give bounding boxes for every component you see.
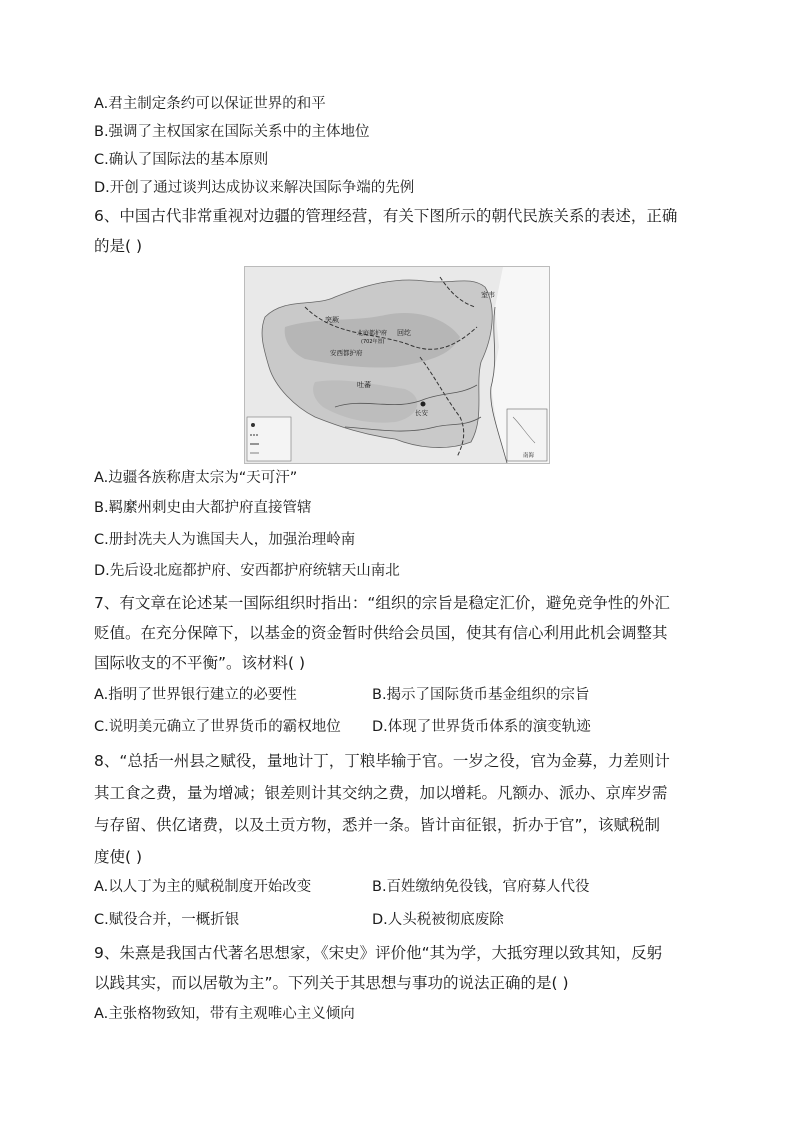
map-label-beiting-year: (702年置)	[361, 339, 385, 345]
map-label-tujue: 突厥	[325, 316, 339, 324]
q7-stem-line-3: 国际收支的不平衡”。该材料( )	[94, 654, 306, 672]
q5-option-c: C.确认了国际法的基本原则	[94, 152, 269, 168]
q9-option-a: A.主张格物致知，带有主观唯心主义倾向	[94, 1006, 355, 1022]
q9-stem-line-2: 以践其实，而以居敬为主”。下列关于其思想与事功的说法正确的是( )	[94, 974, 569, 992]
q7-stem-line-1: 7、有文章在论述某一国际组织时指出：“组织的宗旨是稳定汇价，避免竞争性的外汇	[94, 594, 670, 612]
q8-option-d: D.人头税被彻底废除	[372, 912, 504, 928]
q6-option-b: B.羁縻州刺史由大都护府直接管辖	[94, 500, 312, 516]
q7-option-a: A.指明了世界银行建立的必要性	[94, 687, 297, 703]
q6-stem-line-2: 的是( )	[94, 237, 143, 255]
q7-option-c: C.说明美元确立了世界货币的霸权地位	[94, 719, 341, 735]
map-label-shiwei: 室韦	[481, 291, 495, 299]
map-label-huihe: 回纥	[397, 329, 411, 337]
q8-option-b: B.百姓缴纳免役钱，官府募人代役	[372, 879, 590, 895]
q5-option-a: A.君主制定条约可以保证世界的和平	[94, 96, 326, 112]
q8-option-a: A.以人丁为主的赋税制度开始改变	[94, 879, 312, 895]
q7-stem-line-2: 贬值。在充分保障下，以基金的资金暂时供给会员国，使其有信心利用此机会调整其	[94, 624, 668, 642]
map-label-anxi: 安西都护府	[330, 349, 363, 357]
q5-option-d: D.开创了通过谈判达成协议来解决国际争端的先例	[94, 180, 415, 196]
q7-options-row-2	[94, 717, 714, 737]
q6-stem-line-1: 6、中国古代非常重视对边疆的管理经营，有关下图所示的朝代民族关系的表述，正确	[94, 207, 678, 225]
q8-options-row-2	[94, 910, 714, 930]
map-label-nanhai: 南海	[523, 453, 535, 459]
q7-options-row-1	[94, 685, 714, 705]
map-label-beiting: 北庭都护府	[357, 330, 388, 337]
q6-option-d: D.先后设北庭都护府、安西都护府统辖天山南北	[94, 563, 400, 579]
q8-stem-line-3: 与存留、供亿诸费，以及土贡方物，悉并一条。皆计亩征银，折办于官”，该赋税制	[94, 816, 661, 834]
q5-option-b: B.强调了主权国家在国际关系中的主体地位	[94, 124, 370, 140]
q8-options-row-1	[94, 877, 714, 897]
q6-option-a: A.边疆各族称唐太宗为“天可汗”	[94, 470, 298, 486]
q7-option-b: B.揭示了国际货币基金组织的宗旨	[372, 687, 590, 703]
tang-dynasty-map	[244, 266, 550, 464]
q8-stem-line-2: 其工食之费，量为增减；银差则计其交纳之费，加以增耗。凡额办、派办、京库岁需	[94, 784, 668, 802]
q8-stem-line-4: 度使( )	[94, 848, 143, 866]
q6-option-c: C.册封冼夫人为谯国夫人，加强治理岭南	[94, 532, 356, 548]
map-graphic	[245, 267, 549, 463]
map-label-tubo: 吐蕃	[357, 381, 371, 389]
map-label-changan: 长安	[415, 409, 428, 417]
q8-stem-line-1: 8、“总括一州县之赋役，量地计丁，丁粮毕输于官。一岁之役，官为金募，力差则计	[94, 752, 670, 770]
q8-option-c: C.赋役合并，一概折银	[94, 912, 240, 928]
q9-stem-line-1: 9、朱熹是我国古代著名思想家，《宋史》评价他“其为学，大抵穷理以致其知，反躬	[94, 944, 663, 962]
q7-option-d: D.体现了世界货币体系的演变轨迹	[372, 719, 591, 735]
